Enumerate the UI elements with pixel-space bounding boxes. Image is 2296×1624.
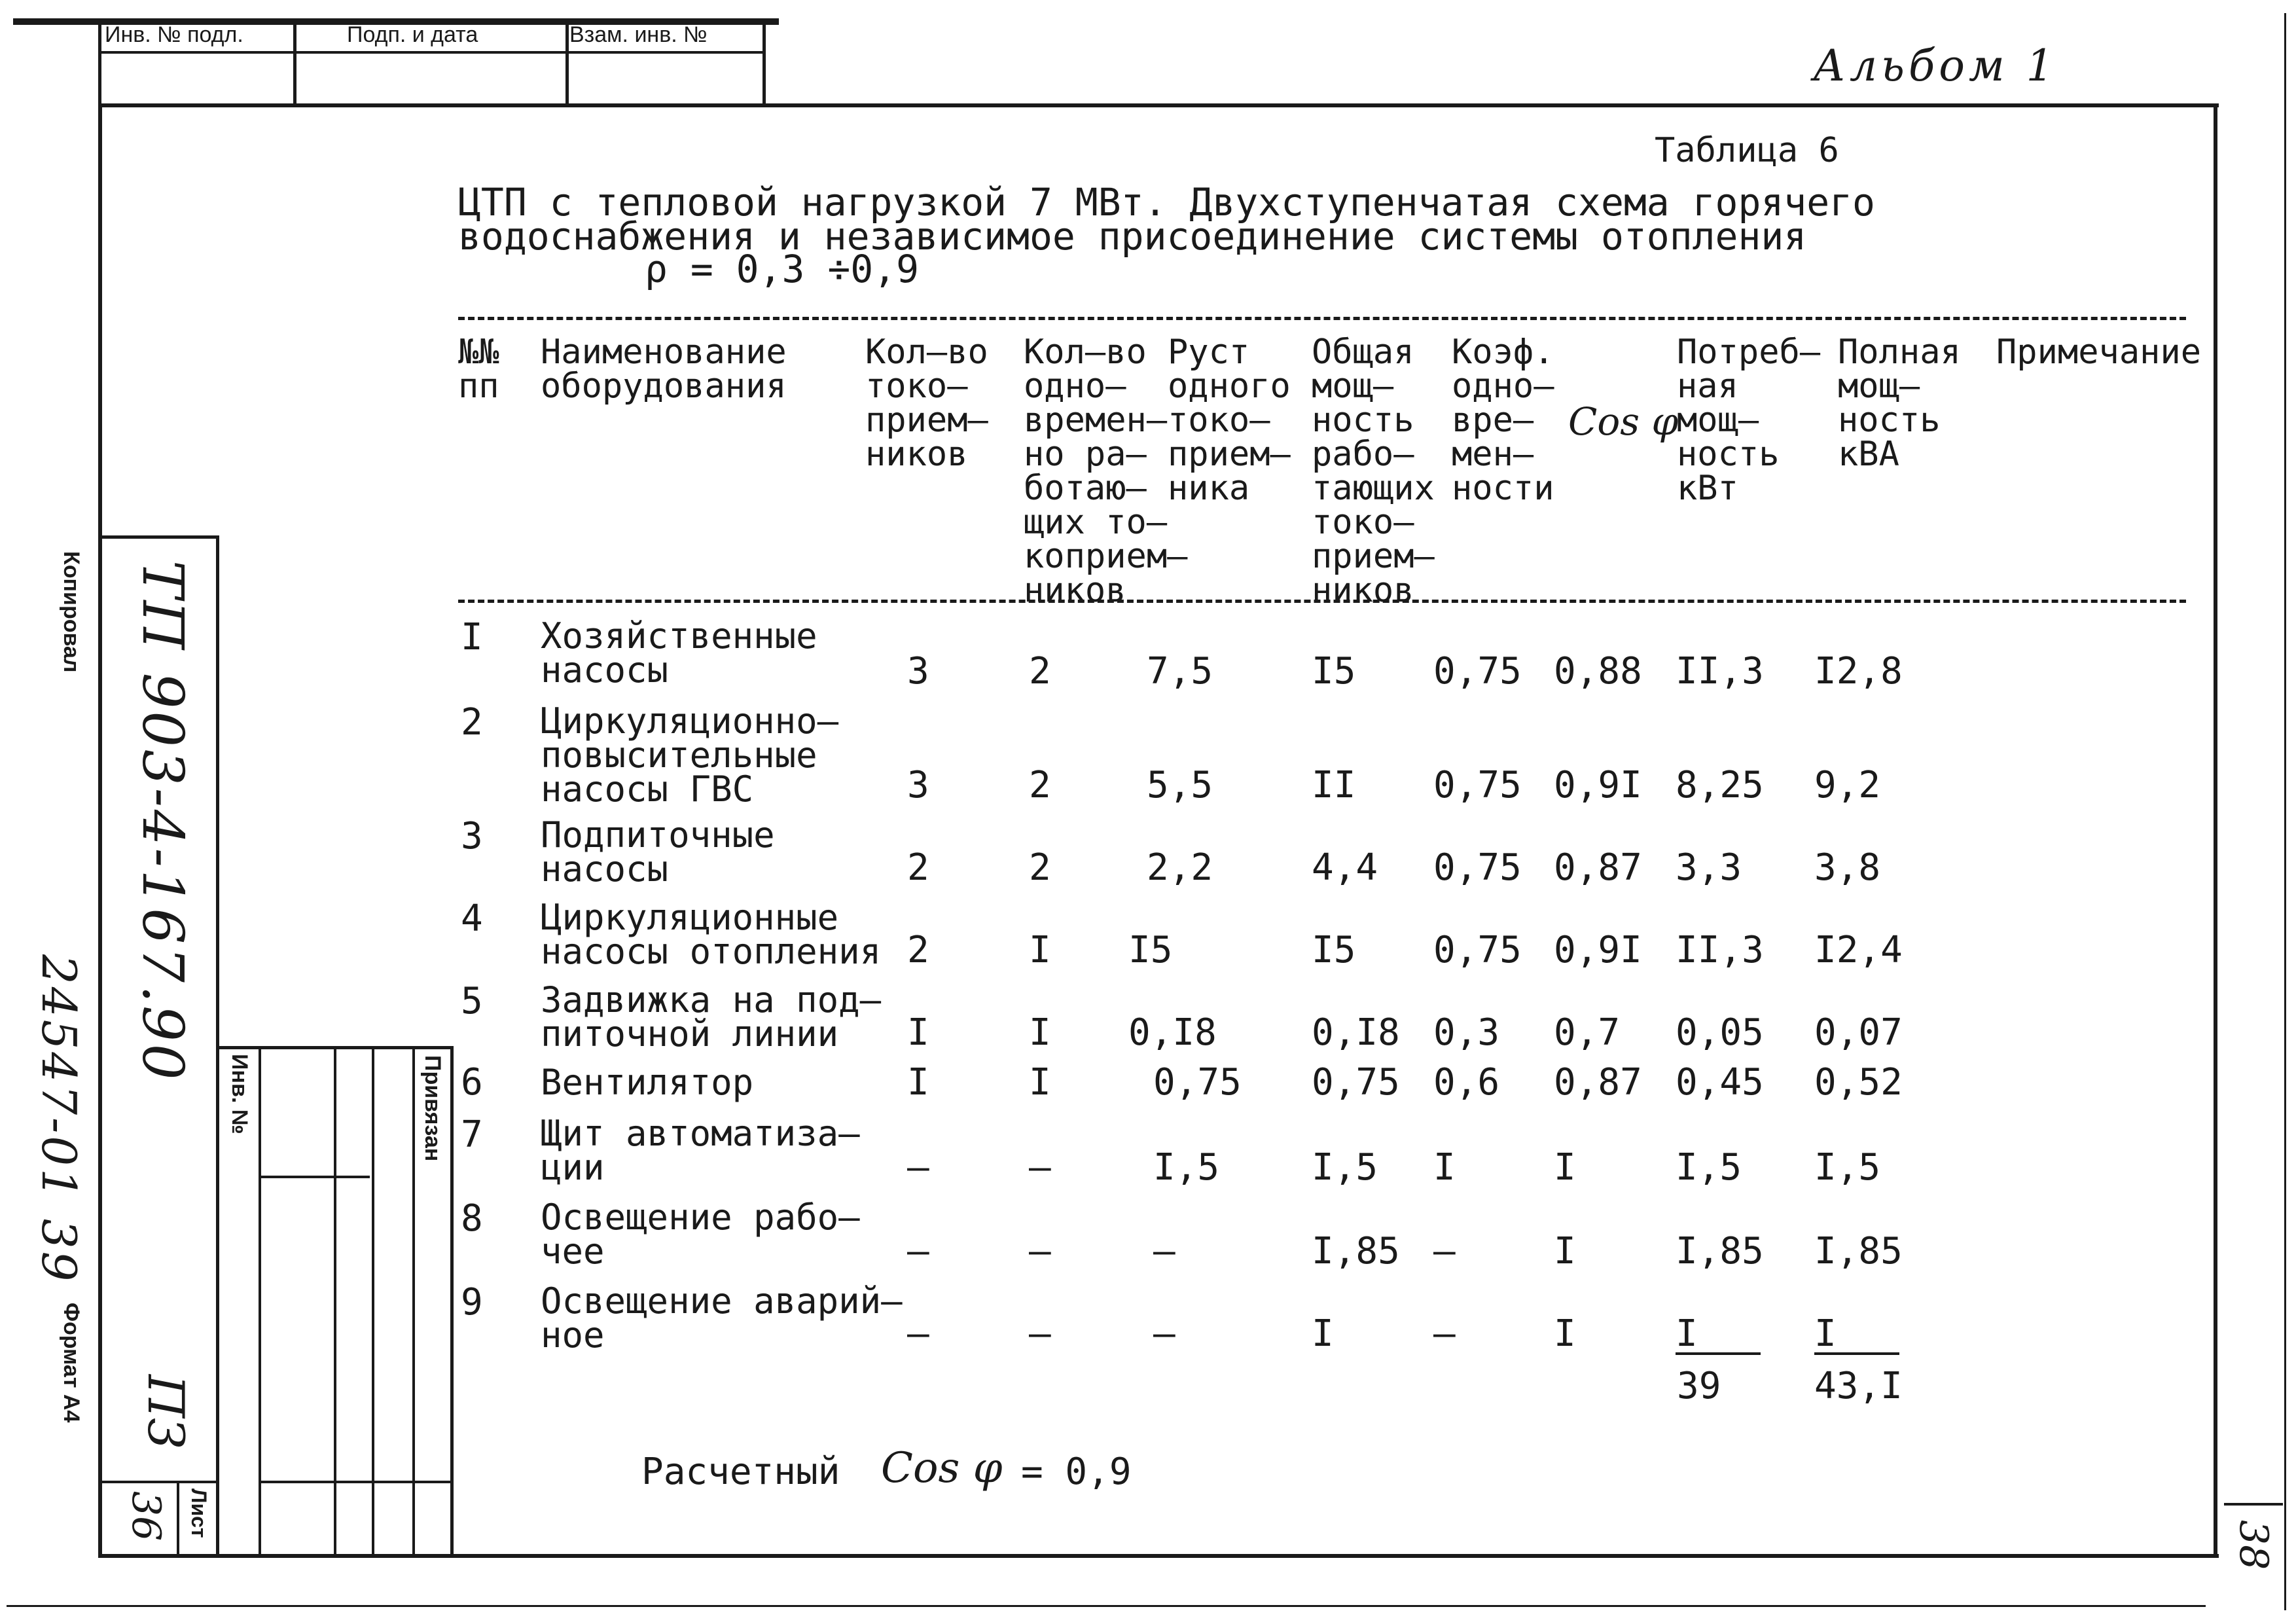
row-name: Вентилятор [541,1062,754,1103]
row-num: 6 [461,1061,483,1104]
stamp-divider [762,25,766,105]
row-simultaneous: 2 [1029,764,1051,806]
row-qty: – [907,1146,929,1189]
stamp-inv-label: Инв. № подл. [105,22,243,47]
row-cos: I [1554,1146,1576,1189]
side-album-code: 24547-01 39 [31,954,86,1284]
row-qty: I [907,1011,929,1054]
table-number: Таблица 6 [1655,131,1839,170]
row-simultaneous: I [1029,1011,1051,1054]
row-num: 9 [461,1281,483,1324]
side-grid-v [412,1046,415,1557]
row-cos: 0,87 [1554,846,1642,889]
row-name: Подпиточные насосы [541,814,775,890]
side-privyazan: Привязан [420,1055,445,1162]
side-doc-code: ТП 903-4-167.90 [130,560,195,1083]
stamp-row-line [98,51,766,54]
header-full-power: Полная мощ– ность кВА [1838,333,1961,474]
frame-top [98,103,2219,107]
sheet-right-line [2284,13,2286,1610]
row-simultaneous: 2 [1029,846,1051,889]
row-coef: – [1433,1230,1456,1272]
row-cos: 0,87 [1554,1061,1642,1104]
row-consumed: 0,45 [1676,1061,1764,1104]
row-coef: I [1433,1146,1456,1189]
side-grid-h [259,1481,452,1483]
row-full-power: 0,07 [1814,1011,1903,1054]
footer-label: Расчетный [641,1451,840,1493]
side-sheet-number: 36 [123,1491,169,1542]
row-consumed: I [1676,1312,1698,1355]
footer-value: = 0,9 [1021,1451,1132,1493]
side-sheet-code: ПЗ [137,1375,195,1449]
row-total-power: 0,75 [1312,1061,1400,1104]
row-cos: 0,9I [1554,764,1642,806]
header-pust: Руст одного токо– прием– ника [1168,333,1291,508]
row-full-power: I,5 [1814,1146,1881,1189]
stamp-divider [565,25,569,105]
row-num: 8 [461,1197,483,1240]
page-box-top [2224,1503,2283,1506]
row-total-power: 0,I8 [1312,1011,1400,1054]
row-name: Щит автоматиза– ции [541,1113,860,1188]
row-qty: I [907,1061,929,1104]
header-top-dash [458,317,2186,320]
header-qty: Кол–во токо– прием– ников [865,333,988,474]
row-cos: 0,7 [1554,1011,1621,1054]
side-block-top [98,535,219,539]
header-cos: Cos φ [1568,399,1679,444]
row-num: 4 [461,897,483,940]
header-total-power: Общая мощ– ность рабо– тающих токо– прием– ников [1312,333,1435,610]
header-num: №№ пп [458,333,499,406]
row-coef: 0,75 [1433,929,1522,971]
stamp-replace-label: Взам. инв. № [569,22,708,47]
row-consumed: I,5 [1676,1146,1742,1189]
total-underline-full [1814,1352,1899,1355]
row-total-power: 4,4 [1312,846,1378,889]
row-simultaneous: – [1029,1146,1051,1189]
row-cos: 0,9I [1554,929,1642,971]
side-sheet-label: Лист [187,1489,211,1538]
side-grid-v [259,1046,261,1557]
title-line-2: водоснабжения и независимое присоединение системы отопления [458,214,1807,259]
row-full-power: I,85 [1814,1230,1903,1272]
side-kopiroval: Копировал [59,551,84,673]
side-grid-h [259,1176,370,1178]
row-pust: 7,5 [1147,650,1213,693]
row-name: Циркуляционные насосы отопления [541,897,882,972]
row-total-power: I5 [1312,929,1356,971]
header-consumed: Потреб– ная мощ– ность кВт [1677,333,1821,508]
row-pust: 0,75 [1153,1061,1242,1104]
row-name: Задвижка на под– питочной линии [541,979,882,1055]
album-label: Альбом 1 [1813,41,2058,91]
row-consumed: II,3 [1676,929,1764,971]
row-name: Циркуляционно– повысительные насосы ГВС [541,700,839,810]
frame-right [2214,103,2217,1558]
side-format: Формат А4 [59,1303,84,1423]
row-num: 7 [461,1113,483,1156]
row-pust: 5,5 [1147,764,1213,806]
footer-cos: Cos φ [881,1444,1003,1492]
row-num: 3 [461,815,483,857]
side-sheet-divider [177,1481,179,1557]
row-qty: 3 [907,764,929,806]
row-coef: 0,75 [1433,846,1522,889]
side-grid-v [372,1046,374,1557]
frame-bottom [98,1554,2219,1558]
row-qty: 2 [907,846,929,889]
row-consumed: I,85 [1676,1230,1764,1272]
row-num: 2 [461,701,483,744]
row-cos: 0,88 [1554,650,1642,693]
row-coef: 0,75 [1433,650,1522,693]
row-pust: I5 [1128,929,1173,971]
total-consumed: 39 [1677,1365,1721,1407]
row-pust: – [1153,1230,1175,1272]
row-total-power: I,5 [1312,1146,1378,1189]
header-simultaneous: Кол–во одно– времен– но ра– ботаю– щих то– коприем– ников [1024,333,1188,610]
header-name: Наименование оборудования [541,333,787,406]
side-inv-no: Инв. № [227,1054,252,1134]
row-pust: I,5 [1153,1146,1220,1189]
side-grid-v [334,1046,336,1557]
row-simultaneous: – [1029,1230,1051,1272]
sheet-bottom-line [7,1605,2206,1607]
total-underline-consumed [1676,1352,1761,1355]
row-pust: 2,2 [1147,846,1213,889]
row-total-power: I [1312,1312,1334,1355]
row-consumed: 3,3 [1676,846,1742,889]
header-note: Примечание [1996,333,2202,372]
row-qty: – [907,1230,929,1272]
row-total-power: II [1312,764,1356,806]
row-consumed: 8,25 [1676,764,1764,806]
page-number: 38 [2231,1520,2276,1570]
row-name: Освещение рабо– чее [541,1197,860,1272]
row-cos: I [1554,1230,1576,1272]
row-full-power: 3,8 [1814,846,1881,889]
row-name: Освещение аварий– ное [541,1280,903,1356]
row-coef: 0,75 [1433,764,1522,806]
row-full-power: 0,52 [1814,1061,1903,1104]
row-full-power: I2,4 [1814,929,1903,971]
frame-left [98,103,102,1558]
side-sheet-line [98,1481,219,1483]
stamp-sign-label: Подп. и дата [347,22,478,47]
row-qty: 2 [907,929,929,971]
row-total-power: I5 [1312,650,1356,693]
row-coef: 0,6 [1433,1061,1500,1104]
row-coef: 0,3 [1433,1011,1500,1054]
row-simultaneous: I [1029,929,1051,971]
title-line-1: ЦТП с тепловой нагрузкой 7 МВт. Двухступенчатая схема горячего [458,180,1875,225]
row-num: 5 [461,980,483,1022]
row-simultaneous: 2 [1029,650,1051,693]
header-coef: Коэф. одно– вре– мен– ности [1452,333,1554,508]
row-simultaneous: I [1029,1061,1051,1104]
row-full-power: 9,2 [1814,764,1881,806]
total-full-power: 43,I [1814,1365,1903,1407]
row-simultaneous: – [1029,1312,1051,1355]
row-pust: 0,I8 [1128,1011,1217,1054]
row-full-power: I [1814,1312,1837,1355]
stamp-divider [98,25,101,105]
stamp-divider [293,25,296,105]
row-cos: I [1554,1312,1576,1355]
side-grid-v [450,1046,454,1557]
row-consumed: 0,05 [1676,1011,1764,1054]
row-coef: – [1433,1312,1456,1355]
row-num: I [461,616,483,659]
title-line-3: ρ = 0,3 ÷0,9 [645,247,920,291]
row-consumed: II,3 [1676,650,1764,693]
row-name: Хозяйственные насосы [541,615,817,691]
row-full-power: I2,8 [1814,650,1903,693]
row-qty: 3 [907,650,929,693]
row-total-power: I,85 [1312,1230,1400,1272]
row-qty: – [907,1312,929,1355]
row-pust: – [1153,1312,1175,1355]
